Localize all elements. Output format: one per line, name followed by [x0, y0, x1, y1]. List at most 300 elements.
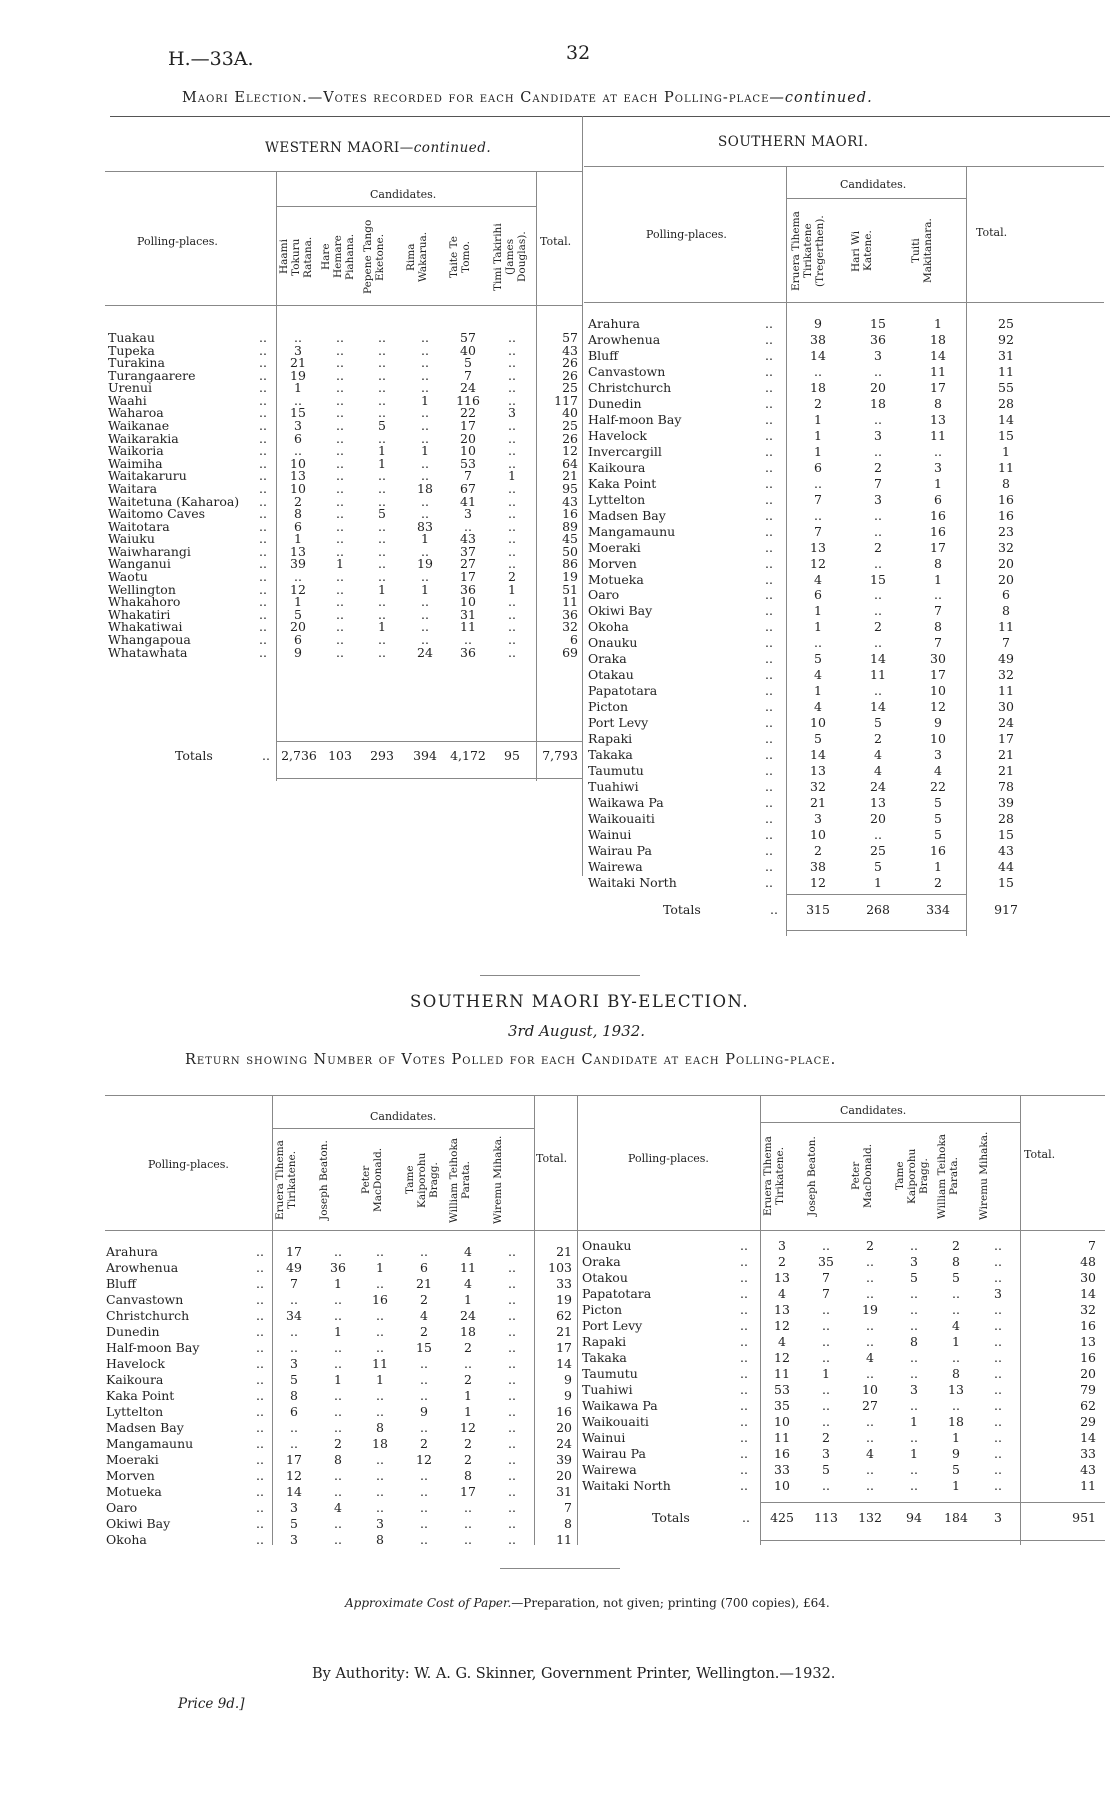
western-cand1-row-10: ..	[294, 443, 302, 459]
be-right-cand6-row-9: ..	[994, 1366, 1002, 1381]
southern-cand1-row-3: 14	[810, 347, 826, 363]
be-left-cand5-row-8: ..	[464, 1356, 472, 1371]
be-left-candidates-label: Candidates.	[370, 1110, 437, 1123]
western-cand6-row-20: 2	[508, 569, 516, 585]
western-cand6-row-7: 3	[508, 405, 516, 421]
southern-cand1-row-32: 3	[814, 811, 822, 827]
be-left-cand6-row-10: ..	[508, 1388, 516, 1403]
be-right-total-row-3: 30	[1080, 1270, 1096, 1285]
southern-leader: ..	[765, 731, 773, 747]
western-cand6-row-24: ..	[508, 619, 516, 635]
southern-cand3-row-26: 9	[934, 715, 942, 731]
western-cand5-row-11: 53	[460, 455, 476, 471]
be-left-cand1-row-4: ..	[290, 1292, 298, 1307]
southern-leader: ..	[765, 316, 773, 331]
be-left-cand2-row-9: 1	[334, 1372, 342, 1387]
southern-place-row-25: Picton	[588, 699, 629, 715]
be-right-place-row-13: Wainui	[582, 1430, 626, 1445]
be-right-cand5-row-11: ..	[952, 1398, 960, 1413]
southern-leader: ..	[765, 619, 773, 635]
southern-cand1-row-17: 4	[814, 571, 822, 587]
southern-cand3-row-15: 17	[930, 539, 946, 555]
western-candidates-label: Candidates.	[370, 188, 437, 201]
authority-line: By Authority: W. A. G. Skinner, Government Printer, Wellington.—1932.	[312, 1666, 836, 1682]
western-leader: ..	[259, 355, 267, 371]
be-right-place-row-7: Rapaki	[582, 1334, 627, 1349]
be-left-leader: ..	[256, 1532, 264, 1547]
western-cand3-row-2: ..	[378, 342, 386, 358]
be-left-total-row-4: 19	[556, 1292, 572, 1307]
be-left-cand3-row-9: 1	[376, 1372, 384, 1387]
western-cand5-row-23: 31	[460, 606, 476, 622]
western-cand6-row-6: ..	[508, 392, 516, 408]
be-totals-label: Totals	[652, 1510, 690, 1525]
be-right-total-row-2: 48	[1080, 1254, 1096, 1269]
be-left-cand4-row-14: 12	[416, 1452, 432, 1467]
southern-total-row-19: 8	[1002, 603, 1010, 619]
be-left-cand5-row-7: 2	[464, 1340, 472, 1355]
western-cand5-row-16: ..	[464, 518, 472, 534]
be-right-total-row-4: 14	[1080, 1286, 1096, 1301]
cost-note	[345, 1596, 830, 1610]
southern-total-row-36: 15	[998, 874, 1014, 890]
western-cand5-row-20: 17	[460, 569, 476, 585]
be-left-cand5-row-13: 2	[464, 1436, 472, 1451]
southern-leader: ..	[765, 507, 773, 523]
southern-totals-dots: ..	[770, 902, 778, 917]
southern-cand3-row-34: 16	[930, 843, 946, 858]
be-right-cand6-row-5: ..	[994, 1302, 1002, 1317]
document-code: H.—33A.	[168, 48, 254, 70]
southern-total-row-33: 15	[998, 827, 1014, 843]
be-total-3: 132	[858, 1510, 882, 1525]
southern-cand1-row-1: 9	[814, 316, 822, 331]
western-cand2-row-23: ..	[336, 606, 344, 622]
be-left-cand4-row-3: 21	[416, 1276, 432, 1291]
be-left-leader: ..	[256, 1260, 264, 1275]
western-cand1-row-16: 6	[294, 518, 302, 534]
southern-place-row-19: Okiwi Bay	[588, 603, 653, 619]
be-left-total-row-15: 20	[556, 1468, 572, 1483]
western-total-row-17: 45	[562, 531, 578, 547]
western-total-label: Total.	[540, 235, 572, 248]
southern-cand3-row-27: 10	[930, 731, 946, 747]
western-candidate-6: Timi Takirihi (James Douglas).	[492, 223, 528, 291]
be-right-cand5-row-14: 9	[952, 1446, 960, 1461]
southern-cand1-row-21: ..	[814, 635, 822, 651]
be-left-leader: ..	[256, 1436, 264, 1451]
be-right-leader: ..	[740, 1398, 748, 1413]
southern-place-row-34: Wairau Pa	[588, 843, 652, 858]
be-right-cand5-row-4: ..	[952, 1286, 960, 1301]
western-cand4-row-26: 24	[417, 644, 433, 660]
be-left-cand2-row-11: ..	[334, 1404, 342, 1419]
southern-leader: ..	[765, 475, 773, 491]
southern-total-row-17: 20	[998, 571, 1014, 587]
western-leader: ..	[259, 569, 267, 585]
southern-place-row-31: Waikawa Pa	[588, 795, 664, 811]
southern-cand1-row-35: 38	[810, 858, 826, 874]
southern-cand3-row-12: 6	[934, 491, 942, 507]
western-cand4-row-12: ..	[421, 468, 429, 484]
be-left-cand2-row-18: ..	[334, 1516, 342, 1531]
be-left-cand6-row-1: ..	[508, 1244, 516, 1259]
western-cand2-row-21: ..	[336, 581, 344, 597]
western-cand6-row-16: ..	[508, 518, 516, 534]
be-right-cand2-row-8: ..	[822, 1350, 830, 1365]
be-right-leader: ..	[740, 1350, 748, 1365]
western-cand6-row-21: 1	[508, 581, 516, 597]
southern-cand1-row-13: ..	[814, 507, 822, 523]
western-cand1-row-20: ..	[294, 569, 302, 585]
western-leader: ..	[259, 455, 267, 471]
page-title-cont: —continued.	[769, 90, 873, 106]
be-left-cand5-row-6: 18	[460, 1324, 476, 1339]
be-right-cand1-row-10: 53	[774, 1382, 790, 1397]
southern-leader: ..	[765, 763, 773, 779]
be-left-cand2-row-17: 4	[334, 1500, 342, 1515]
southern-cand3-row-36: 2	[934, 874, 942, 890]
be-right-cand3-row-11: 27	[862, 1398, 878, 1413]
western-place-row-21: Wellington	[108, 581, 176, 597]
western-place-row-14: Waitetuna (Kaharoa)	[108, 493, 240, 509]
be-left-cand3-row-17: ..	[376, 1500, 384, 1515]
southern-cand1-row-2: 38	[810, 331, 826, 347]
southern-leader: ..	[765, 427, 773, 443]
southern-cand1-row-25: 4	[814, 699, 822, 715]
western-cand2-row-8: ..	[336, 418, 344, 434]
western-leader: ..	[259, 619, 267, 635]
southern-place-row-22: Oraka	[588, 651, 627, 667]
be-right-total-row-7: 13	[1080, 1334, 1096, 1349]
southern-cand2-row-26: 5	[874, 715, 882, 731]
be-right-cand5-row-13: 1	[952, 1430, 960, 1445]
be-right-cand1-row-5: 13	[774, 1302, 790, 1317]
be-right-place-row-9: Taumutu	[582, 1366, 638, 1381]
be-total-2: 113	[814, 1510, 838, 1525]
southern-cand1-row-9: 1	[814, 443, 822, 459]
be-left-cand3-row-14: ..	[376, 1452, 384, 1467]
be-right-cand5-row-10: 13	[948, 1382, 964, 1397]
be-right-total-row-8: 16	[1080, 1350, 1096, 1365]
western-place-row-22: Whakahoro	[108, 594, 181, 610]
western-cand2-row-15: ..	[336, 506, 344, 522]
byelection-subtitle: Return showing Number of Votes Polled for each Candidate at each Polling-place.	[185, 1052, 837, 1068]
be-right-cand1-row-1: 3	[778, 1238, 786, 1253]
be-right-cand2-row-16: ..	[822, 1478, 830, 1493]
be-left-total-row-14: 39	[556, 1452, 572, 1467]
be-right-cand3-row-1: 2	[866, 1238, 874, 1253]
western-cand5-row-9: 20	[460, 430, 476, 446]
southern-leader: ..	[765, 411, 773, 427]
western-place-row-2: Tupeka	[108, 342, 155, 358]
southern-cand1-row-5: 18	[810, 379, 826, 395]
be-right-cand5-row-9: 8	[952, 1366, 960, 1381]
southern-place-row-1: Arahura	[588, 316, 640, 331]
be-right-place-row-3: Otakou	[582, 1270, 628, 1285]
be-left-leader: ..	[256, 1324, 264, 1339]
be-right-place-row-6: Port Levy	[582, 1318, 643, 1333]
southern-cand1-row-19: 1	[814, 603, 822, 619]
western-cand2-row-5: ..	[336, 380, 344, 396]
be-left-cand6-row-4: ..	[508, 1292, 516, 1307]
western-cand4-row-1: ..	[421, 330, 429, 345]
western-place-row-24: Whakatiwai	[108, 619, 183, 635]
be-right-total-row-13: 14	[1080, 1430, 1096, 1445]
southern-total-row-13: 16	[998, 507, 1014, 523]
western-leader: ..	[259, 506, 267, 522]
western-cand1-row-19: 39	[290, 556, 306, 572]
southern-leader: ..	[765, 491, 773, 507]
western-cand6-row-23: ..	[508, 606, 516, 622]
southern-cand2-row-17: 15	[870, 571, 886, 587]
western-cand5-row-1: 57	[460, 330, 476, 345]
western-cand6-row-17: ..	[508, 531, 516, 547]
be-left-cand3-row-15: ..	[376, 1468, 384, 1483]
western-cand3-row-3: ..	[378, 355, 386, 371]
be-left-leader: ..	[256, 1452, 264, 1467]
southern-cand1-row-18: 6	[814, 587, 822, 603]
be-left-cand2-row-4: ..	[334, 1292, 342, 1307]
be-left-cand1-row-8: 3	[290, 1356, 298, 1371]
western-place-row-15: Waitomo Caves	[108, 506, 206, 522]
be-left-cand3-row-7: ..	[376, 1340, 384, 1355]
be-left-cand5-row-3: 4	[464, 1276, 472, 1291]
southern-cand1-row-12: 7	[814, 491, 822, 507]
southern-total-row-3: 31	[998, 347, 1014, 363]
western-cand6-row-9: ..	[508, 430, 516, 446]
be-left-candidate-5: William Teihoka Parata.	[448, 1137, 472, 1223]
southern-cand2-row-35: 5	[874, 858, 882, 874]
be-right-cand2-row-14: 3	[822, 1446, 830, 1461]
be-left-cand4-row-7: 15	[416, 1340, 432, 1355]
be-left-cand5-row-14: 2	[464, 1452, 472, 1467]
southern-candidate-2: Hari Wi Katene.	[850, 230, 874, 272]
be-left-cand6-row-15: ..	[508, 1468, 516, 1483]
western-place-row-3: Turakina	[108, 355, 165, 371]
be-right-cand6-row-8: ..	[994, 1350, 1002, 1365]
southern-totals-label: Totals	[663, 902, 701, 917]
be-right-place-row-10: Tuahiwi	[582, 1382, 633, 1397]
southern-cand2-row-18: ..	[874, 587, 882, 603]
be-left-cand4-row-18: ..	[420, 1516, 428, 1531]
southern-leader: ..	[765, 603, 773, 619]
southern-cand1-row-36: 12	[810, 874, 826, 890]
western-leader: ..	[259, 342, 267, 358]
be-left-cand3-row-5: ..	[376, 1308, 384, 1323]
southern-place-row-24: Papatotara	[588, 683, 658, 699]
western-cand1-row-13: 10	[290, 480, 306, 496]
western-leader: ..	[259, 606, 267, 622]
western-cand6-row-5: ..	[508, 380, 516, 396]
be-right-cand4-row-16: ..	[910, 1478, 918, 1493]
southern-cand2-row-29: 4	[874, 763, 882, 779]
be-left-total-row-5: 62	[556, 1308, 572, 1323]
western-total-row-20: 19	[562, 569, 578, 585]
be-right-candidate-4: Tame Kaiporohu Bragg.	[894, 1148, 930, 1204]
be-left-cand4-row-19: ..	[420, 1532, 428, 1547]
be-left-cand1-row-3: 7	[290, 1276, 298, 1291]
be-right-cand2-row-15: 5	[822, 1462, 830, 1477]
western-leader: ..	[259, 644, 267, 660]
be-right-cand3-row-7: ..	[866, 1334, 874, 1349]
western-cand2-row-16: ..	[336, 518, 344, 534]
be-left-cand3-row-11: ..	[376, 1404, 384, 1419]
western-cand3-row-23: ..	[378, 606, 386, 622]
western-cand2-row-14: ..	[336, 493, 344, 509]
be-left-leader: ..	[256, 1356, 264, 1371]
southern-cand1-row-16: 12	[810, 555, 826, 571]
be-left-total-row-13: 24	[556, 1436, 572, 1451]
western-cand5-row-8: 17	[460, 418, 476, 434]
be-left-cand2-row-5: ..	[334, 1308, 342, 1323]
western-cand3-row-16: ..	[378, 518, 386, 534]
southern-cand3-row-11: 1	[934, 475, 942, 491]
western-total-row-24: 32	[562, 619, 578, 635]
be-right-cand6-row-2: ..	[994, 1254, 1002, 1269]
southern-cand3-row-23: 17	[930, 667, 946, 683]
southern-total-row-11: 8	[1002, 475, 1010, 491]
be-right-cand3-row-10: 10	[862, 1382, 878, 1397]
western-total-row-18: 50	[562, 543, 578, 559]
southern-place-row-9: Invercargill	[588, 443, 662, 459]
be-right-cand5-row-2: 8	[952, 1254, 960, 1269]
western-total-row-5: 25	[562, 380, 578, 396]
be-left-total-row-8: 14	[556, 1356, 572, 1371]
be-right-cand5-row-1: 2	[952, 1238, 960, 1253]
be-right-leader: ..	[740, 1302, 748, 1317]
be-right-polling-label: Polling-places.	[628, 1152, 709, 1165]
be-left-total-row-2: 103	[548, 1260, 572, 1275]
western-cand2-row-1: ..	[336, 330, 344, 345]
be-right-total-row-10: 79	[1080, 1382, 1096, 1397]
western-place-row-6: Waahi	[108, 392, 147, 408]
be-right-cand4-row-1: ..	[910, 1238, 918, 1253]
southern-leader: ..	[765, 747, 773, 763]
be-left-cand6-row-6: ..	[508, 1324, 516, 1339]
western-place-row-10: Waikoria	[108, 443, 164, 459]
be-right-cand2-row-1: ..	[822, 1238, 830, 1253]
be-right-cand4-row-13: ..	[910, 1430, 918, 1445]
be-right-cand4-row-3: 5	[910, 1270, 918, 1285]
be-right-cand6-row-4: 3	[994, 1286, 1002, 1301]
western-leader: ..	[259, 480, 267, 496]
southern-cand2-row-7: ..	[874, 411, 882, 427]
be-left-leader: ..	[256, 1516, 264, 1531]
be-right-cand5-row-12: 18	[948, 1414, 964, 1429]
southern-cand2-row-25: 14	[870, 699, 886, 715]
be-left-cand5-row-11: 1	[464, 1404, 472, 1419]
be-left-cand4-row-16: ..	[420, 1484, 428, 1499]
southern-place-row-11: Kaka Point	[588, 475, 657, 491]
be-left-cand5-row-5: 24	[460, 1308, 476, 1323]
southern-leader: ..	[765, 459, 773, 475]
be-left-cand2-row-6: 1	[334, 1324, 342, 1339]
western-cand1-row-1: ..	[294, 330, 302, 345]
southern-place-row-5: Christchurch	[588, 379, 672, 395]
be-left-cand5-row-4: 1	[464, 1292, 472, 1307]
western-cand3-row-7: ..	[378, 405, 386, 421]
be-left-cand2-row-14: 8	[334, 1452, 342, 1467]
be-left-cand1-row-18: 5	[290, 1516, 298, 1531]
western-place-row-8: Waikanae	[108, 418, 170, 434]
western-cand1-row-7: 15	[290, 405, 306, 421]
be-left-place-row-4: Canvastown	[106, 1292, 184, 1307]
western-cand4-row-14: ..	[421, 493, 429, 509]
western-place-row-17: Waiuku	[108, 531, 155, 547]
be-left-cand4-row-17: ..	[420, 1500, 428, 1515]
southern-cand2-row-6: 18	[870, 395, 886, 411]
be-left-cand2-row-10: ..	[334, 1388, 342, 1403]
be-left-leader: ..	[256, 1340, 264, 1355]
southern-total-row-28: 21	[998, 747, 1014, 763]
western-cand2-row-22: ..	[336, 594, 344, 610]
western-cand5-row-10: 10	[460, 443, 476, 459]
be-left-candidate-3: Peter MacDonald.	[360, 1147, 384, 1213]
be-left-cand2-row-12: ..	[334, 1420, 342, 1435]
cost-note-italic: Approximate Cost of Paper.	[345, 1596, 512, 1610]
western-cand1-row-6: ..	[294, 392, 302, 408]
western-total-7: 7,793	[542, 748, 578, 763]
western-cand2-row-20: ..	[336, 569, 344, 585]
western-cand2-row-24: ..	[336, 619, 344, 635]
be-right-cand6-row-6: ..	[994, 1318, 1002, 1333]
western-cand3-row-26: ..	[378, 644, 386, 660]
be-right-total-row-12: 29	[1080, 1414, 1096, 1429]
southern-leader: ..	[765, 827, 773, 843]
western-cand3-row-15: 5	[378, 506, 386, 522]
be-left-cand3-row-12: 8	[376, 1420, 384, 1435]
southern-cand1-row-8: 1	[814, 427, 822, 443]
be-right-cand2-row-6: ..	[822, 1318, 830, 1333]
southern-cand2-row-4: ..	[874, 363, 882, 379]
western-leader: ..	[259, 430, 267, 446]
be-total-4: 94	[906, 1510, 922, 1525]
western-cand4-row-17: 1	[421, 531, 429, 547]
southern-leader: ..	[765, 795, 773, 811]
be-left-cand5-row-15: 8	[464, 1468, 472, 1483]
western-cand1-row-25: 6	[294, 631, 302, 647]
be-right-cand1-row-6: 12	[774, 1318, 790, 1333]
page-title-text: Maori Election.—Votes recorded for each Candidate at each Polling-place	[182, 90, 770, 106]
southern-place-row-27: Rapaki	[588, 731, 633, 747]
western-place-row-5: Urenui	[108, 380, 153, 396]
southern-total-row-7: 14	[998, 411, 1014, 427]
southern-total-row-22: 49	[998, 651, 1014, 667]
southern-place-row-20: Okoha	[588, 619, 629, 635]
be-right-leader: ..	[740, 1318, 748, 1333]
western-place-row-19: Wanganui	[108, 556, 171, 572]
be-left-candidate-2: Joseph Beaton.	[318, 1140, 330, 1220]
be-left-cand5-row-16: 17	[460, 1484, 476, 1499]
southern-place-row-21: Onauku	[588, 635, 638, 651]
western-cand1-row-24: 20	[290, 619, 306, 635]
southern-place-row-10: Kaikoura	[588, 459, 646, 475]
western-cand5-row-4: 7	[464, 367, 472, 383]
be-left-cand2-row-2: 36	[330, 1260, 346, 1275]
southern-cand2-row-16: ..	[874, 555, 882, 571]
southern-cand3-row-8: 11	[930, 427, 946, 443]
southern-total-row-14: 23	[998, 523, 1014, 539]
be-left-place-row-17: Oaro	[106, 1500, 138, 1515]
be-right-cand3-row-16: ..	[866, 1478, 874, 1493]
southern-cand2-row-13: ..	[874, 507, 882, 523]
southern-cand3-row-19: 7	[934, 603, 942, 619]
western-total-2: 103	[328, 748, 352, 763]
southern-cand2-row-14: ..	[874, 523, 882, 539]
western-cand5-row-7: 22	[460, 405, 476, 421]
western-total-5: 4,172	[450, 748, 486, 763]
